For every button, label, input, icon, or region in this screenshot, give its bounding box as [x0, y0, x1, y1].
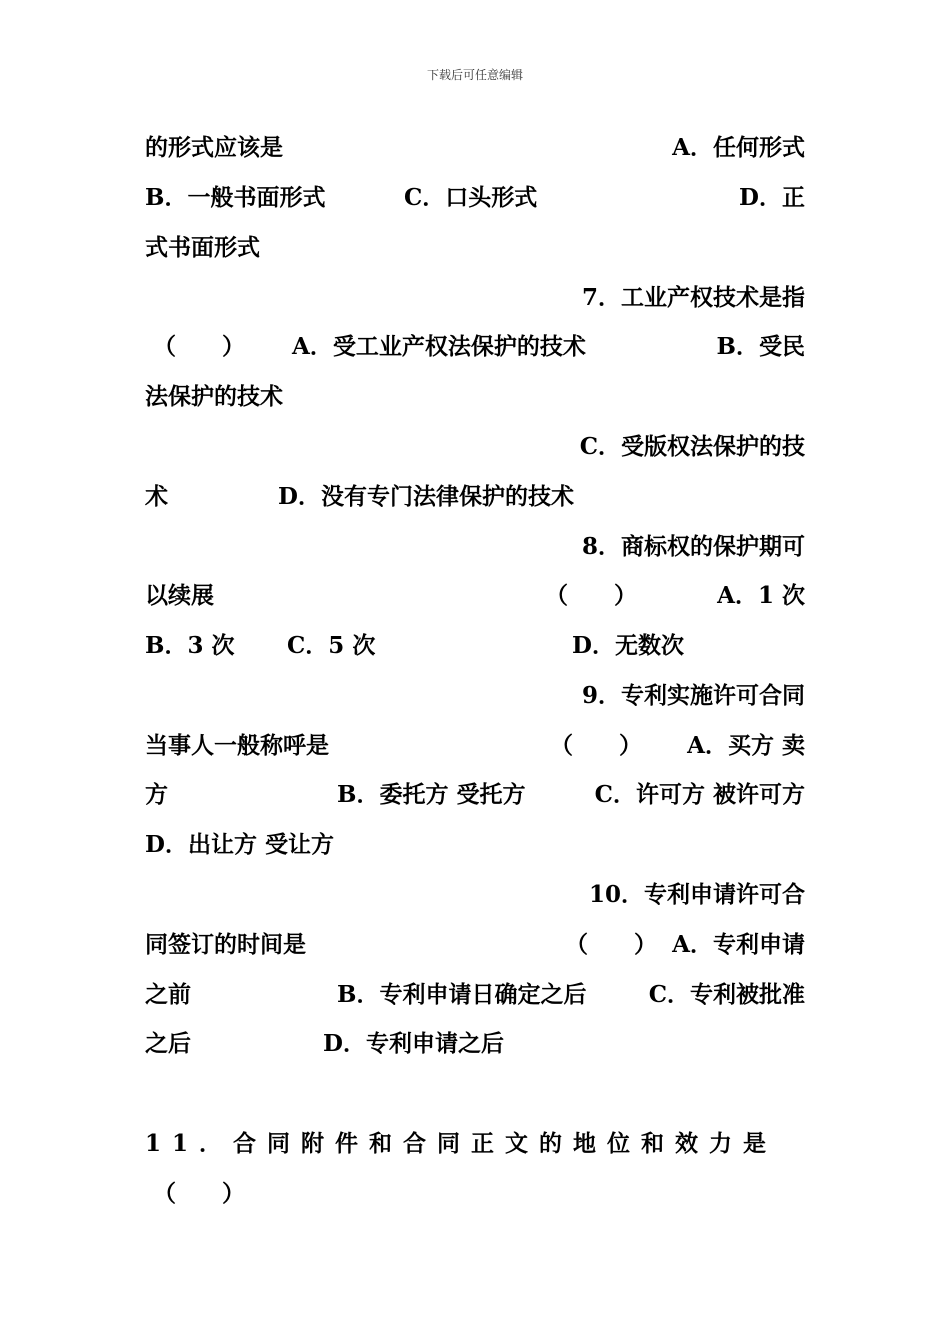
text-segment: 同签订的时间是 — [145, 931, 306, 958]
option-c: C．专利被批准 — [648, 981, 805, 1008]
answer-blank: （ ） — [550, 732, 642, 759]
question-7 — [145, 281, 805, 315]
text-line — [145, 231, 805, 265]
option-b: B．受民 — [716, 333, 805, 360]
text-line — [145, 1177, 805, 1211]
option-c: C．口头形式 — [404, 184, 538, 211]
option-a: A．专利申请 — [672, 931, 805, 958]
text-line — [145, 181, 805, 215]
question-text: 7．工业产权技术是指 — [581, 284, 805, 311]
option-c: C．受版权法保护的技 — [579, 433, 805, 460]
text-line — [145, 430, 805, 464]
text-segment: 法保护的技术 — [145, 383, 283, 410]
text-segment: 的形式应该是 — [145, 134, 283, 161]
text-line — [145, 778, 805, 812]
question-text: 11．合同附件和合同正文的地位和效力是 — [145, 1130, 778, 1157]
text-segment: 以续展 — [145, 582, 214, 609]
text-line — [145, 480, 805, 514]
option-b: B．一般书面形式 — [145, 184, 326, 211]
option-d: D．出让方 受让方 — [145, 831, 334, 858]
question-11 — [145, 1127, 805, 1161]
question-9 — [145, 679, 805, 713]
option-b: B．委托方 受托方 — [337, 781, 526, 808]
text-line — [145, 579, 805, 613]
question-8 — [145, 530, 805, 564]
answer-blank: （ ） — [153, 333, 245, 360]
page-header: 下载后可任意编辑 — [426, 68, 523, 82]
text-segment: 之后 — [145, 1030, 191, 1057]
question-text: 8．商标权的保护期可 — [581, 533, 805, 560]
text-line — [145, 928, 805, 962]
answer-blank: （ ） — [153, 1180, 245, 1207]
text-line — [145, 131, 805, 165]
option-a: A．买方 卖 — [687, 732, 805, 759]
option-b: B．3 次 — [145, 632, 235, 659]
option-d: D．正 — [739, 184, 805, 211]
option-c: C．许可方 被许可方 — [594, 781, 805, 808]
text-line — [145, 729, 805, 763]
answer-blank: （ ） — [545, 582, 637, 609]
option-d: D．无数次 — [572, 632, 684, 659]
option-a: A．1 次 — [717, 582, 805, 609]
text-line — [145, 330, 805, 364]
option-d: D．专利申请之后 — [323, 1030, 504, 1057]
text-line — [145, 978, 805, 1012]
question-10 — [145, 878, 805, 912]
option-a: A．受工业产权法保护的技术 — [292, 333, 586, 360]
text-line — [145, 629, 805, 663]
option-d: D．没有专门法律保护的技术 — [278, 483, 574, 510]
text-segment: 式书面形式 — [145, 234, 260, 261]
text-segment: 术 — [145, 483, 168, 510]
text-segment: 之前 — [145, 981, 191, 1008]
text-line — [145, 380, 805, 414]
text-segment: 方 — [145, 781, 168, 808]
option-a: A．任何形式 — [672, 134, 805, 161]
question-text: 9．专利实施许可合同 — [581, 682, 805, 709]
question-text: 10．专利申请许可合 — [588, 881, 805, 908]
text-segment: 当事人一般称呼是 — [145, 732, 329, 759]
option-b: B．专利申请日确定之后 — [337, 981, 587, 1008]
answer-blank: （ ） — [565, 931, 657, 958]
option-c: C．5 次 — [287, 632, 376, 659]
text-line — [145, 828, 805, 862]
text-line — [145, 1027, 805, 1061]
